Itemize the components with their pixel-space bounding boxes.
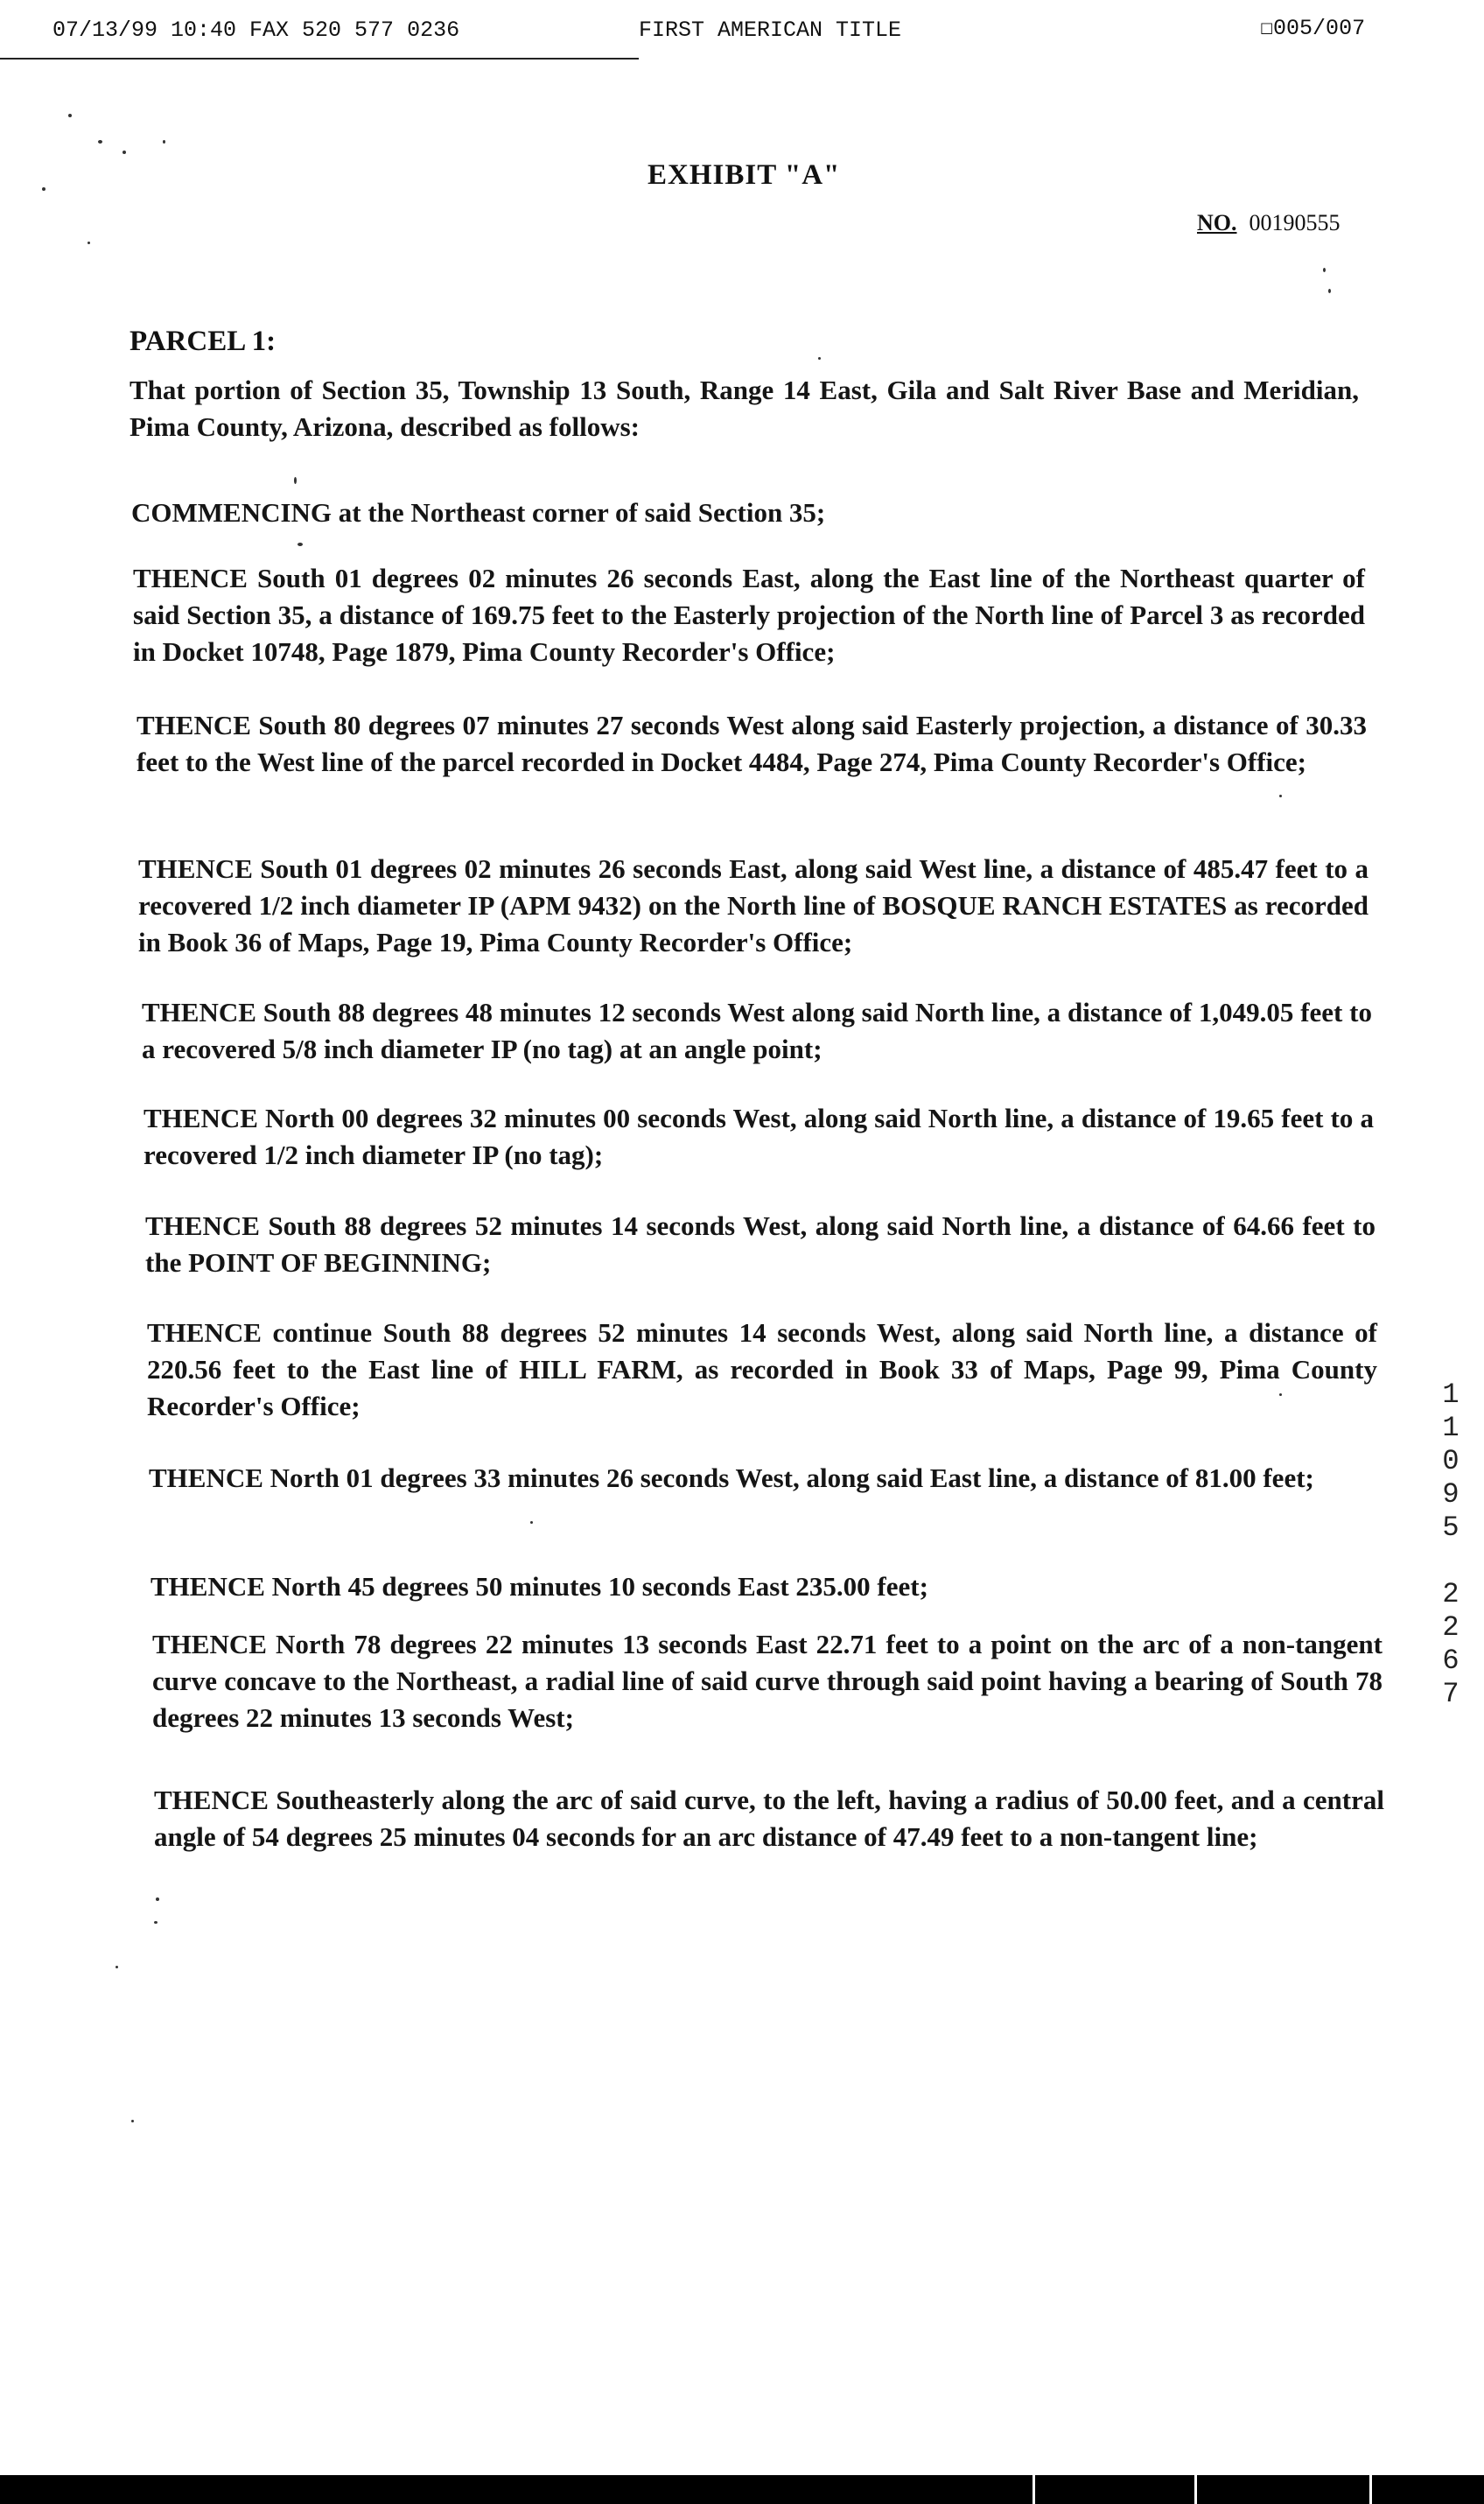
course-paragraph-8: THENCE North 01 degrees 33 minutes 26 seconds West, along said East line, a distance of 81.00 feet; bbox=[149, 1462, 1314, 1493]
side-digit: 6 bbox=[1442, 1645, 1460, 1677]
scan-speck bbox=[1279, 795, 1282, 797]
scan-speck bbox=[131, 2120, 134, 2122]
fax-header bbox=[0, 9, 1484, 70]
fax-header-sender: FIRST AMERICAN TITLE bbox=[639, 18, 902, 43]
course-paragraph-3: THENCE South 01 degrees 02 minutes 26 seconds East, along said West line, a distance of 485.47 feet to a recovered 1/2 inch diameter IP (APM 9432) on the North line of BOSQUE RANCH ESTATES as recorded in Book 36 of Maps, Page 19, Pima County Recorder's Office; bbox=[138, 853, 1368, 957]
scan-bottom-band bbox=[0, 2475, 1484, 2504]
scan-speck bbox=[42, 187, 46, 191]
side-digit: 2 bbox=[1442, 1611, 1460, 1644]
side-digit: 1 bbox=[1442, 1378, 1460, 1411]
side-digit-gap bbox=[1438, 1545, 1464, 1578]
course-paragraph-10: THENCE North 78 degrees 22 minutes 13 seconds East 22.71 feet to a point on the arc of a non-tangent curve concave to the Northeast, a radial line of said curve through said point having a bearing of South 78 degrees 22 minutes 13 seconds West; bbox=[152, 1629, 1382, 1733]
side-digit: 0 bbox=[1442, 1445, 1460, 1477]
course-paragraph-1: THENCE South 01 degrees 02 minutes 26 seconds East, along the East line of the Northeast quarter of said Section 35, a distance of 169.75 feet to the Easterly projection of the North line of Parcel 3 as recorded in Docket 10748, Page 1879, Pima County Recorder's Office; bbox=[133, 563, 1365, 667]
side-digit: 7 bbox=[1442, 1678, 1460, 1710]
scan-speck bbox=[1279, 1393, 1282, 1396]
document-number bbox=[1197, 210, 1340, 236]
legal-description-intro: That portion of Section 35, Township 13 South, Range 14 East, Gila and Salt River Base and Meridian, Pima County, Arizona, described as follows: bbox=[130, 375, 1359, 442]
course-paragraph-5: THENCE North 00 degrees 32 minutes 00 seconds West, along said North line, a distance of 19.65 feet to a recovered 1/2 inch diameter IP (no tag); bbox=[144, 1103, 1374, 1170]
document-number-value: 00190555 bbox=[1249, 210, 1340, 235]
course-paragraph-7: THENCE continue South 88 degrees 52 minutes 14 seconds West, along said North line, a distance of 220.56 feet to the East line of HILL FARM, as recorded in Book 33 of Maps, Page 99, Pima County Recorder's Office; bbox=[147, 1317, 1377, 1421]
scan-speck bbox=[154, 1921, 158, 1924]
parcel-heading: PARCEL 1: bbox=[130, 326, 276, 357]
scan-speck bbox=[530, 1521, 533, 1524]
scan-speck bbox=[156, 1897, 159, 1901]
scan-speck bbox=[122, 151, 126, 154]
fax-header-page-count: ☐005/007 bbox=[1260, 16, 1366, 41]
course-paragraph-4: THENCE South 88 degrees 48 minutes 12 seconds West along said North line, a distance of 1,049.05 feet to a recovered 5/8 inch diameter IP (no tag) at an angle point; bbox=[142, 997, 1372, 1064]
scan-speck bbox=[1323, 268, 1326, 272]
scan-speck bbox=[98, 140, 102, 144]
scan-band-gap bbox=[1194, 2475, 1197, 2504]
commencing-paragraph: COMMENCING at the Northeast corner of said Section 35; bbox=[131, 497, 826, 528]
side-digit: 2 bbox=[1442, 1578, 1460, 1610]
scan-band-gap bbox=[1369, 2475, 1372, 2504]
fax-header-rule bbox=[0, 58, 639, 60]
scan-speck bbox=[116, 1966, 118, 1968]
exhibit-title: EXHIBIT "A" bbox=[648, 159, 841, 191]
course-paragraph-9: THENCE North 45 degrees 50 minutes 10 seconds East 235.00 feet; bbox=[150, 1571, 928, 1602]
side-digit: 5 bbox=[1442, 1512, 1460, 1544]
side-digit: 1 bbox=[1442, 1412, 1460, 1444]
course-paragraph-11: THENCE Southeasterly along the arc of said curve, to the left, having a radius of 50.00 feet, and a central angle of 54 degrees 25 minutes 04 seconds for an arc distance of 47.49 feet to a non-tangent line; bbox=[154, 1785, 1384, 1852]
scan-speck bbox=[298, 543, 303, 546]
side-recording-number bbox=[1438, 1378, 1464, 1711]
scan-speck bbox=[294, 477, 297, 484]
scan-speck bbox=[818, 357, 821, 360]
course-paragraph-6: THENCE South 88 degrees 52 minutes 14 seconds West, along said North line, a distance of 64.66 feet to the POINT OF BEGINNING; bbox=[145, 1210, 1376, 1278]
scan-band-gap bbox=[1032, 2475, 1035, 2504]
scan-speck bbox=[68, 114, 72, 117]
scan-speck bbox=[88, 242, 90, 244]
side-digit: 9 bbox=[1442, 1478, 1460, 1511]
scan-speck bbox=[163, 140, 165, 144]
fax-header-datetime: 07/13/99 10:40 FAX 520 577 0236 bbox=[52, 18, 460, 43]
scan-speck bbox=[1328, 289, 1331, 293]
course-paragraph-2: THENCE South 80 degrees 07 minutes 27 seconds West along said Easterly projection, a distance of 30.33 feet to the West line of the parcel recorded in Docket 4484, Page 274, Pima County Recorder's Office; bbox=[136, 710, 1367, 777]
document-number-label: NO. bbox=[1197, 210, 1237, 235]
